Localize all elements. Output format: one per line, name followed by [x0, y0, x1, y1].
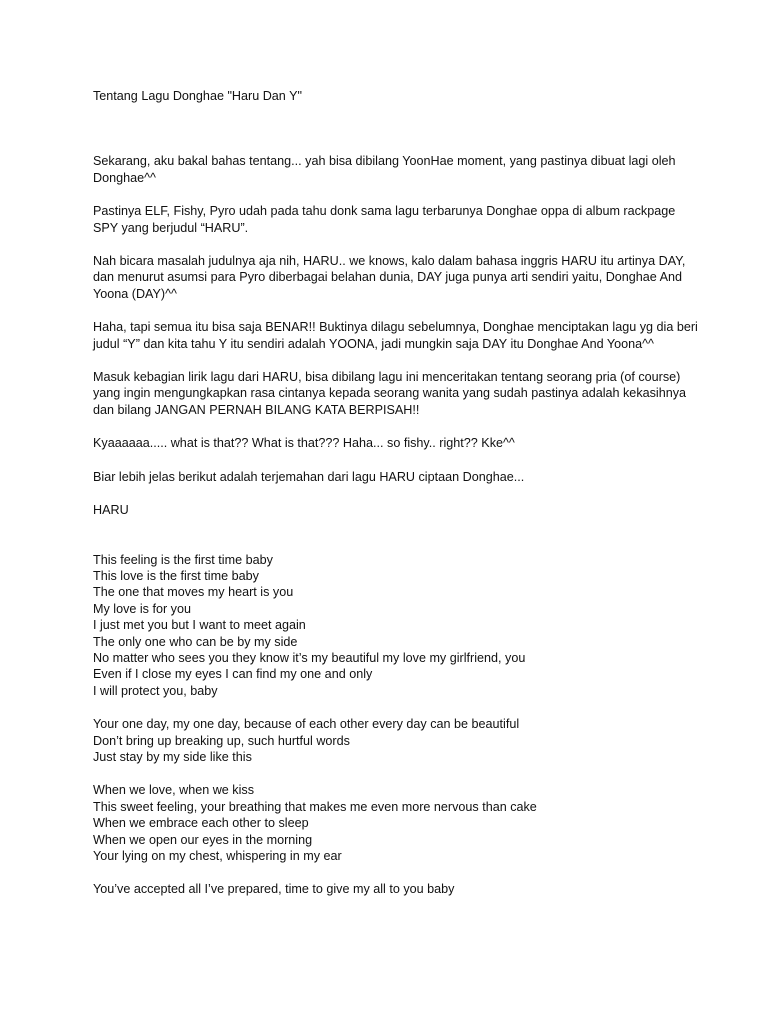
spacer: [93, 519, 703, 552]
lyric-line: When we open our eyes in the morning: [93, 832, 313, 847]
lyric-line: Your one day, my one day, because of each other every day can be beautiful: [93, 717, 520, 732]
lyric-line: When we love, when we kiss: [93, 783, 254, 798]
lyric-line: You’ve accepted all I’ve prepared, time to give my all to you baby: [93, 882, 455, 897]
intro-paragraph: Haha, tapi semua itu bisa saja BENAR!! Buktinya dilagu sebelumnya, Donghae menciptakan lagu yg dia beri judul “Y” dan kita tahu Y itu sendiri adalah YOONA, jadi mungkin saja DAY itu Donghae And Yoona^^: [93, 320, 698, 351]
spacer: [93, 186, 703, 203]
lyrics-verse-4: [93, 881, 703, 897]
document-body: [93, 88, 703, 898]
lyric-line: This sweet feeling, your breathing that makes me even more nervous than cake: [93, 799, 537, 814]
spacer: [93, 302, 703, 319]
spacer: [93, 699, 703, 716]
lyrics-verse-3: [93, 782, 703, 864]
lyric-line: No matter who sees you they know it’s my beautiful my love my girlfriend, you: [93, 650, 526, 665]
lyrics-verse-2: [93, 716, 703, 765]
spacer: [93, 236, 703, 253]
lyric-line: Your lying on my chest, whispering in my ear: [93, 849, 342, 863]
intro-paragraph: Pastinya ELF, Fishy, Pyro udah pada tahu donk sama lagu terbarunya Donghae oppa di album rackpage SPY yang berjudul “HARU”.: [93, 204, 676, 235]
intro-paragraph: Biar lebih jelas berikut adalah terjemahan dari lagu HARU ciptaan Donghae...: [93, 469, 525, 484]
spacer: [93, 452, 703, 469]
lyric-line: The one that moves my heart is you: [93, 585, 294, 600]
spacer: [93, 864, 703, 881]
spacer: [93, 104, 703, 153]
lyric-line: Just stay by my side like this: [93, 749, 252, 764]
spacer: [93, 418, 703, 435]
document-title: Tentang Lagu Donghae "Haru Dan Y": [93, 89, 302, 103]
spacer: [93, 765, 703, 782]
lyric-line: Even if I close my eyes I can find my one and only: [93, 667, 373, 682]
lyric-line: This love is the first time baby: [93, 568, 259, 583]
intro-paragraph: Kyaaaaaa..... what is that?? What is that??? Haha... so fishy.. right?? Kke^^: [93, 436, 515, 451]
intro-paragraph: Masuk kebagian lirik lagu dari HARU, bisa dibilang lagu ini menceritakan tentang seorang pria (of course) yang ingin mengungkapkan rasa cintanya kepada seorang wanita yang sudah pastinya adalah kekasihnya dan bilang JANGAN PERNAH BILANG KATA BERPISAH!!: [93, 370, 687, 417]
spacer: [93, 352, 703, 369]
lyric-line: When we embrace each other to sleep: [93, 816, 309, 831]
lyric-line: The only one who can be by my side: [93, 634, 298, 649]
lyrics-verse-1: [93, 552, 703, 700]
song-heading: HARU: [93, 503, 129, 518]
lyric-line: I just met you but I want to meet again: [93, 618, 306, 633]
intro-paragraph: Sekarang, aku bakal bahas tentang... yah bisa dibilang YoonHae moment, yang pastinya dibuat lagi oleh Donghae^^: [93, 154, 676, 185]
lyric-line: My love is for you: [93, 601, 191, 616]
lyric-line: Don’t bring up breaking up, such hurtful words: [93, 733, 350, 748]
intro-paragraph: Nah bicara masalah judulnya aja nih, HARU.. we knows, kalo dalam bahasa inggris HARU itu artinya DAY, dan menurut asumsi para Pyro diberbagai belahan dunia, DAY juga punya arti sendiri yaitu, Donghae And Yoona (DAY)^^: [93, 254, 686, 301]
lyric-line: This feeling is the first time baby: [93, 552, 273, 567]
lyric-line: I will protect you, baby: [93, 683, 218, 698]
spacer: [93, 485, 703, 502]
